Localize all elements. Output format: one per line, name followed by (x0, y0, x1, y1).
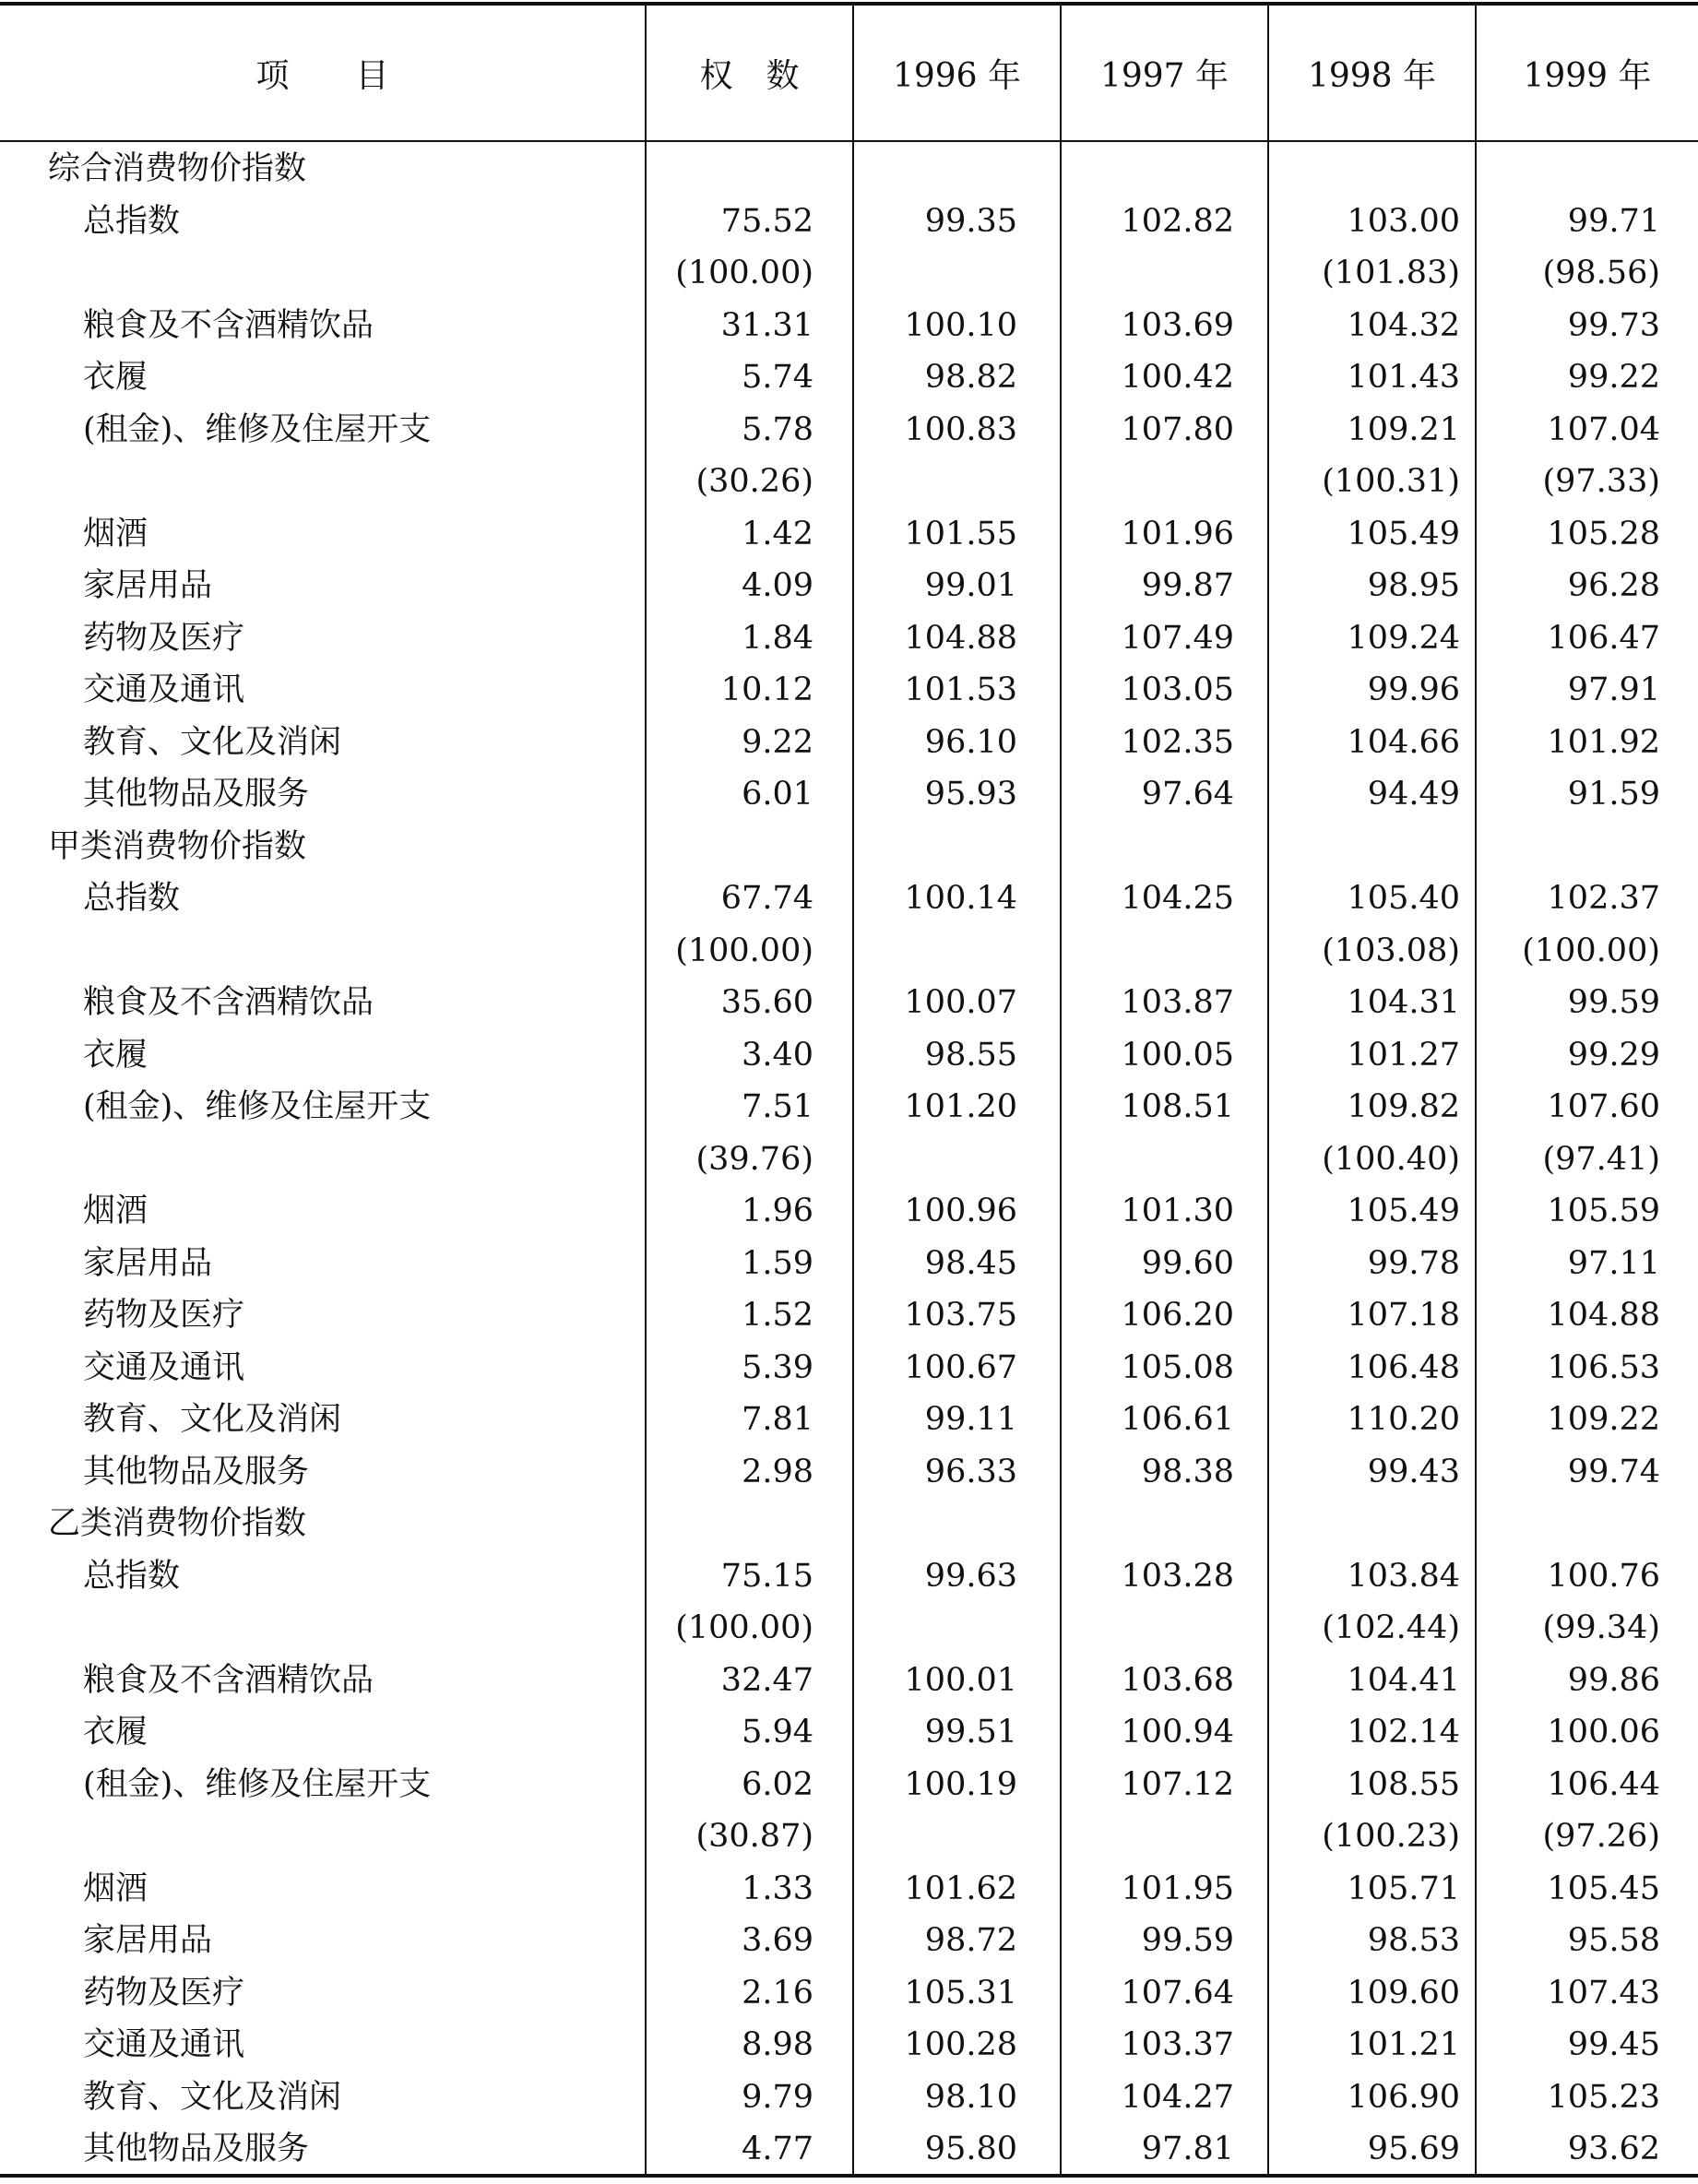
weight-cell: 32.47 (720, 1661, 813, 1699)
index-cell: 100.96 (904, 1193, 1017, 1229)
index-cell: 95.80 (924, 2131, 1017, 2167)
row-label: 粮食及不含酒精饮品 (83, 1661, 374, 1699)
index-cell: 100.10 (904, 306, 1017, 344)
index-cell: 99.73 (1567, 306, 1660, 344)
table-row (0, 351, 1698, 403)
index-cell: 102.35 (1121, 723, 1234, 761)
index-cell: 106.47 (1547, 619, 1660, 657)
index-cell: (102.44) (1322, 1609, 1460, 1646)
weight-cell: 3.69 (742, 1922, 813, 1959)
section-label: 乙类消费物价指数 (48, 1505, 307, 1542)
row-label: 总指数 (83, 202, 181, 240)
table-row (0, 560, 1698, 611)
index-cell (1031, 456, 1234, 507)
index-cell: 101.62 (904, 1869, 1017, 1907)
weight-cell: 4.77 (742, 2131, 813, 2167)
header-year-1997 (1062, 6, 1267, 140)
index-cell: 108.55 (1347, 1765, 1460, 1803)
table-row (0, 1602, 1698, 1654)
table-row (0, 1289, 1698, 1341)
row-label: 家居用品 (83, 567, 213, 604)
index-cell: 104.32 (1347, 306, 1460, 344)
weight-cell: (30.87) (695, 1818, 813, 1855)
index-cell: 95.93 (924, 776, 1017, 813)
table-row (0, 1342, 1698, 1394)
section-row (0, 143, 1698, 195)
weight-cell: 1.52 (742, 1297, 813, 1334)
index-cell (1031, 1810, 1234, 1862)
index-cell: 91.59 (1567, 776, 1660, 813)
index-cell: 105.08 (1121, 1348, 1234, 1386)
index-cell: 105.45 (1547, 1869, 1660, 1907)
weight-cell: 8.98 (742, 2026, 813, 2063)
index-cell: 104.25 (1121, 880, 1234, 917)
index-cell: 101.43 (1347, 359, 1460, 396)
weight-cell: 5.39 (742, 1348, 813, 1386)
row-label: 烟酒 (83, 1869, 148, 1907)
table-row (0, 1446, 1698, 1498)
weight-cell: (30.26) (695, 463, 813, 500)
index-cell: 98.10 (924, 2078, 1017, 2116)
index-cell: 100.28 (904, 2026, 1017, 2063)
index-cell (814, 1602, 1017, 1654)
row-label: 其他物品及服务 (83, 1453, 310, 1490)
section-label: 甲类消费物价指数 (48, 827, 307, 865)
index-cell (1257, 821, 1460, 872)
header-year-label: 1997 年 (1099, 56, 1229, 95)
weight-cell: 75.52 (720, 202, 813, 240)
index-cell: 93.62 (1567, 2131, 1660, 2167)
index-cell: (101.83) (1322, 255, 1460, 291)
index-cell: (99.34) (1542, 1609, 1660, 1646)
index-cell (1031, 247, 1234, 299)
table-row (0, 2071, 1698, 2123)
weight-cell: 31.31 (720, 306, 813, 344)
index-cell: 99.86 (1567, 1661, 1660, 1699)
index-cell: 103.37 (1121, 2026, 1234, 2063)
index-cell: 99.63 (924, 1557, 1017, 1595)
weight-cell: 1.59 (742, 1244, 813, 1282)
weight-cell (611, 1498, 813, 1549)
index-cell (814, 1498, 1017, 1549)
index-cell: 106.61 (1121, 1401, 1234, 1438)
header-year-label: 1996 年 (892, 56, 1022, 95)
section-row (0, 1498, 1698, 1549)
index-cell: 107.64 (1121, 1974, 1234, 2012)
section-row (0, 821, 1698, 872)
index-cell: 104.88 (904, 619, 1017, 657)
index-cell: 107.04 (1547, 410, 1660, 448)
index-cell (814, 1134, 1017, 1185)
index-cell: 96.33 (924, 1453, 1017, 1490)
weight-cell: 7.51 (742, 1088, 813, 1125)
index-cell: 100.83 (904, 410, 1017, 448)
index-cell (1031, 143, 1234, 195)
index-cell: 101.53 (904, 671, 1017, 708)
index-cell: 103.69 (1121, 306, 1234, 344)
index-cell: 97.64 (1141, 776, 1234, 813)
index-cell: (97.26) (1542, 1818, 1660, 1855)
index-cell: 101.21 (1347, 2026, 1460, 2063)
weight-cell: 1.84 (742, 619, 813, 657)
index-cell: 109.22 (1547, 1401, 1660, 1438)
table-row (0, 768, 1698, 820)
index-cell (814, 1810, 1017, 1862)
index-cell: 100.19 (904, 1765, 1017, 1803)
index-cell: 100.01 (904, 1661, 1017, 1699)
index-cell: 109.60 (1347, 1974, 1460, 2012)
index-cell: 100.67 (904, 1348, 1017, 1386)
index-cell: 97.91 (1567, 671, 1660, 708)
weight-cell: 67.74 (720, 880, 813, 917)
index-cell: 104.31 (1347, 984, 1460, 1021)
index-cell (1457, 821, 1660, 872)
index-cell: 99.29 (1567, 1036, 1660, 1074)
weight-cell: 1.33 (742, 1869, 813, 1907)
index-cell: 99.59 (1141, 1922, 1234, 1959)
index-cell: 107.12 (1121, 1765, 1234, 1803)
index-cell (1031, 1498, 1234, 1549)
index-cell: 100.76 (1547, 1557, 1660, 1595)
weight-cell: (100.00) (675, 932, 813, 969)
row-label: 总指数 (83, 1557, 181, 1595)
index-cell: 110.20 (1347, 1401, 1460, 1438)
table-row (0, 1394, 1698, 1445)
index-cell: 100.07 (904, 984, 1017, 1021)
weight-cell: 3.40 (742, 1036, 813, 1074)
index-cell: 101.96 (1121, 515, 1234, 552)
row-label: 总指数 (83, 880, 181, 917)
index-cell: 99.22 (1567, 359, 1660, 396)
index-cell: 105.49 (1347, 1193, 1460, 1229)
index-cell: 99.35 (924, 202, 1017, 240)
weight-cell: 5.74 (742, 359, 813, 396)
index-cell: 102.82 (1121, 202, 1234, 240)
weight-cell: (39.76) (695, 1140, 813, 1178)
index-cell: 98.55 (924, 1036, 1017, 1074)
index-cell: 107.80 (1121, 410, 1234, 448)
weight-cell: 75.15 (720, 1557, 813, 1595)
weight-cell: 35.60 (720, 984, 813, 1021)
index-cell (1031, 821, 1234, 872)
row-label: 衣履 (83, 359, 148, 396)
index-cell: 105.31 (904, 1974, 1017, 2012)
header-weight (647, 6, 852, 140)
row-label: 烟酒 (83, 1193, 148, 1229)
index-cell: 107.18 (1347, 1297, 1460, 1334)
table-row (0, 1029, 1698, 1081)
index-cell: 107.43 (1547, 1974, 1660, 2012)
index-cell (814, 925, 1017, 977)
table-row (0, 612, 1698, 664)
row-label: (租金)、维修及住屋开支 (83, 1088, 432, 1125)
table-row (0, 404, 1698, 456)
index-cell: 100.94 (1121, 1714, 1234, 1751)
index-cell: 106.90 (1347, 2078, 1460, 2116)
index-cell: (97.33) (1542, 463, 1660, 500)
index-cell: 99.45 (1567, 2026, 1660, 2063)
index-cell: 106.44 (1547, 1765, 1660, 1803)
header-item-label: 项 目 (255, 56, 389, 95)
row-label: 教育、文化及消闲 (83, 723, 342, 761)
index-cell: 100.42 (1121, 359, 1234, 396)
index-cell: 100.14 (904, 880, 1017, 917)
table-row (0, 1655, 1698, 1706)
index-cell: 101.92 (1547, 723, 1660, 761)
index-cell: 98.38 (1141, 1453, 1234, 1490)
index-cell: 101.20 (904, 1088, 1017, 1125)
table-row (0, 456, 1698, 507)
index-cell: 99.43 (1367, 1453, 1460, 1490)
index-cell: 103.00 (1347, 202, 1460, 240)
table-row (0, 1706, 1698, 1758)
index-cell (814, 143, 1017, 195)
index-cell: (100.23) (1322, 1818, 1460, 1855)
row-label: 家居用品 (83, 1922, 213, 1959)
index-cell: 103.68 (1121, 1661, 1234, 1699)
weight-cell (611, 821, 813, 872)
index-cell: 101.55 (904, 515, 1017, 552)
row-label: 药物及医疗 (83, 619, 245, 657)
row-label: 交通及通讯 (83, 671, 245, 708)
index-cell (1457, 143, 1660, 195)
row-label: (租金)、维修及住屋开支 (83, 410, 432, 448)
index-cell: 99.78 (1367, 1244, 1460, 1282)
index-cell (1031, 1602, 1234, 1654)
header-rule (0, 140, 1698, 142)
table-row (0, 1863, 1698, 1915)
index-cell: 99.96 (1367, 671, 1460, 708)
weight-cell: 5.78 (742, 410, 813, 448)
table-row (0, 872, 1698, 924)
table-row (0, 1759, 1698, 1810)
weight-cell: 1.96 (742, 1193, 813, 1229)
index-cell: (100.31) (1322, 463, 1460, 500)
index-cell: 94.49 (1367, 776, 1460, 813)
table-row (0, 925, 1698, 977)
index-cell: (103.08) (1322, 932, 1460, 969)
row-label: 交通及通讯 (83, 1348, 245, 1386)
table-row (0, 1967, 1698, 2019)
index-cell: 105.40 (1347, 880, 1460, 917)
index-cell: 99.11 (924, 1401, 1017, 1438)
index-cell: 108.51 (1121, 1088, 1234, 1125)
index-cell: 105.28 (1547, 515, 1660, 552)
index-cell: 99.87 (1141, 567, 1234, 604)
header-year-1999 (1477, 6, 1698, 140)
index-cell: 105.23 (1547, 2078, 1660, 2116)
table-row (0, 1185, 1698, 1237)
index-cell: (100.00) (1522, 932, 1660, 969)
row-label: 交通及通讯 (83, 2026, 245, 2063)
index-cell: 109.24 (1347, 619, 1460, 657)
index-cell: 95.69 (1367, 2131, 1460, 2167)
index-cell: 109.82 (1347, 1088, 1460, 1125)
index-cell: 104.88 (1547, 1297, 1660, 1334)
index-cell: 104.41 (1347, 1661, 1460, 1699)
weight-cell: 1.42 (742, 515, 813, 552)
index-cell: 97.81 (1141, 2131, 1234, 2167)
index-cell: 99.71 (1567, 202, 1660, 240)
index-cell (814, 247, 1017, 299)
index-cell: (98.56) (1542, 255, 1660, 291)
weight-cell: 6.02 (742, 1765, 813, 1803)
table-row (0, 1134, 1698, 1185)
index-cell: (100.40) (1322, 1140, 1460, 1178)
weight-cell: (100.00) (675, 1609, 813, 1646)
row-label: 药物及医疗 (83, 1297, 245, 1334)
index-cell: 107.60 (1547, 1088, 1660, 1125)
weight-cell: 6.01 (742, 776, 813, 813)
row-label: 粮食及不含酒精饮品 (83, 306, 374, 344)
index-cell: (97.41) (1542, 1140, 1660, 1178)
row-label: 教育、文化及消闲 (83, 1401, 342, 1438)
index-cell: 99.51 (924, 1714, 1017, 1751)
table-row (0, 1238, 1698, 1289)
index-cell: 99.01 (924, 567, 1017, 604)
row-label: 其他物品及服务 (83, 776, 310, 813)
row-label: 其他物品及服务 (83, 2131, 310, 2167)
index-cell: 95.58 (1567, 1922, 1660, 1959)
index-cell: 103.87 (1121, 984, 1234, 1021)
weight-cell: (100.00) (675, 255, 813, 291)
index-cell: 101.27 (1347, 1036, 1460, 1074)
index-cell: 106.48 (1347, 1348, 1460, 1386)
header-year-label: 1999 年 (1523, 56, 1652, 95)
weight-cell: 10.12 (720, 671, 813, 708)
index-cell (814, 821, 1017, 872)
table-row (0, 1810, 1698, 1862)
weight-cell: 9.22 (742, 723, 813, 761)
index-cell (814, 456, 1017, 507)
index-cell: 105.59 (1547, 1193, 1660, 1229)
weight-cell: 5.94 (742, 1714, 813, 1751)
weight-cell: 7.81 (742, 1401, 813, 1438)
index-cell: 100.06 (1547, 1714, 1660, 1751)
table-row (0, 2019, 1698, 2071)
table-row (0, 196, 1698, 247)
row-label: 衣履 (83, 1714, 148, 1751)
index-cell: 102.14 (1347, 1714, 1460, 1751)
index-cell: 96.10 (924, 723, 1017, 761)
table-row (0, 247, 1698, 299)
header-item (0, 6, 645, 140)
index-cell: 98.82 (924, 359, 1017, 396)
table-row (0, 717, 1698, 768)
row-label: 药物及医疗 (83, 1974, 245, 2012)
table-row (0, 2123, 1698, 2175)
index-cell: 109.21 (1347, 410, 1460, 448)
table-row (0, 1915, 1698, 1966)
index-cell: 99.74 (1567, 1453, 1660, 1490)
row-label: 衣履 (83, 1036, 148, 1074)
index-cell: 99.59 (1567, 984, 1660, 1021)
index-cell: 98.53 (1367, 1922, 1460, 1959)
weight-cell: 9.79 (742, 2078, 813, 2116)
row-label: 烟酒 (83, 515, 148, 552)
weight-cell: 4.09 (742, 567, 813, 604)
index-cell: 100.05 (1121, 1036, 1234, 1074)
index-cell (1031, 925, 1234, 977)
row-label: 粮食及不含酒精饮品 (83, 984, 374, 1021)
weight-cell: 2.16 (742, 1974, 813, 2012)
index-cell: 104.66 (1347, 723, 1460, 761)
index-cell: 101.95 (1121, 1869, 1234, 1907)
index-cell: 97.11 (1567, 1244, 1660, 1282)
index-cell: 103.84 (1347, 1557, 1460, 1595)
index-cell: 98.95 (1367, 567, 1460, 604)
index-cell: 106.20 (1121, 1297, 1234, 1334)
header-year-1998 (1269, 6, 1475, 140)
index-cell (1257, 143, 1460, 195)
header-year-1996 (854, 6, 1060, 140)
weight-cell (611, 143, 813, 195)
index-cell: 103.28 (1121, 1557, 1234, 1595)
header-year-label: 1998 年 (1307, 56, 1437, 95)
index-cell: 105.49 (1347, 515, 1460, 552)
table-row (0, 977, 1698, 1028)
index-cell (1031, 1134, 1234, 1185)
index-cell: 103.05 (1121, 671, 1234, 708)
section-label: 综合消费物价指数 (48, 150, 307, 187)
table-row (0, 664, 1698, 716)
weight-cell: 2.98 (742, 1453, 813, 1490)
index-cell: 104.27 (1121, 2078, 1234, 2116)
index-cell: 98.45 (924, 1244, 1017, 1282)
index-cell: 105.71 (1347, 1869, 1460, 1907)
table-row (0, 1081, 1698, 1133)
table-row (0, 300, 1698, 351)
header-weight-label: 权 数 (699, 56, 800, 95)
index-cell: 98.72 (924, 1922, 1017, 1959)
index-cell: 101.30 (1121, 1193, 1234, 1229)
index-cell (1257, 1498, 1460, 1549)
row-label: (租金)、维修及住屋开支 (83, 1765, 432, 1803)
row-label: 教育、文化及消闲 (83, 2078, 342, 2116)
index-cell: 107.49 (1121, 619, 1234, 657)
index-cell: 99.60 (1141, 1244, 1234, 1282)
table-row (0, 508, 1698, 560)
index-cell: 103.75 (904, 1297, 1017, 1334)
row-label: 家居用品 (83, 1244, 213, 1282)
table-row (0, 1550, 1698, 1602)
index-cell: 96.28 (1567, 567, 1660, 604)
index-cell: 106.53 (1547, 1348, 1660, 1386)
index-cell (1457, 1498, 1660, 1549)
index-cell: 102.37 (1547, 880, 1660, 917)
